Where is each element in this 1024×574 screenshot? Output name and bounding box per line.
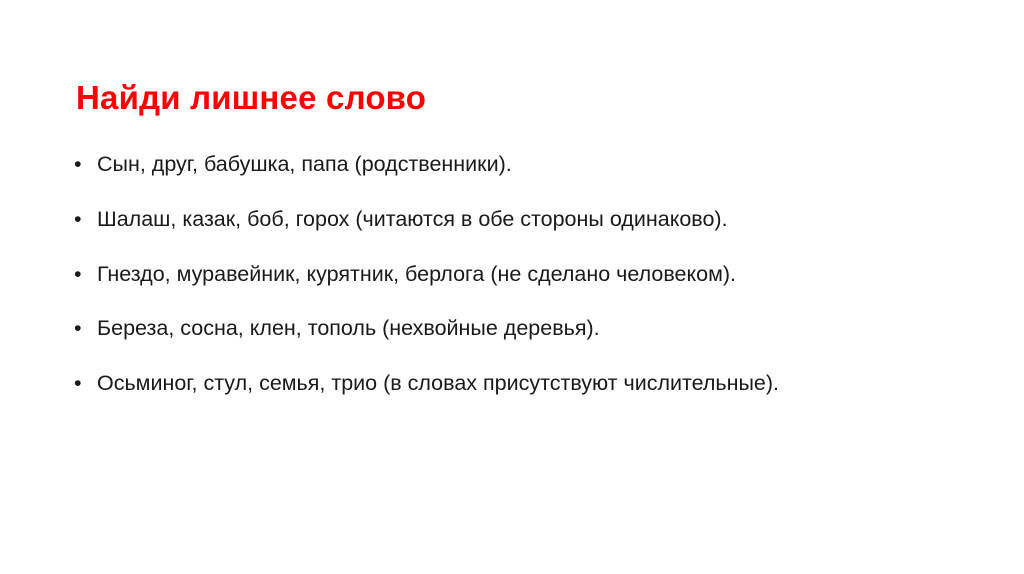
list-item xyxy=(70,314,970,343)
bullet-marker-icon: • xyxy=(74,261,82,286)
list-item-text: Сын, друг, бабушка, папа (родственники). xyxy=(97,152,512,176)
bullet-marker-icon: • xyxy=(74,152,82,176)
list-item xyxy=(70,369,970,398)
list-item xyxy=(70,260,970,289)
bullet-marker-icon: • xyxy=(74,316,82,341)
list-item xyxy=(70,150,970,179)
list-item-text: Гнездо, муравейник, курятник, берлога (не сделано человеком). xyxy=(97,261,737,286)
bullet-marker-icon: • xyxy=(74,206,82,231)
list-item-text: Шалаш, казак, боб, горох (читаются в обе стороны одинаково). xyxy=(97,206,728,231)
list-item xyxy=(70,205,970,234)
list-item-text: Береза, сосна, клен, тополь (нехвойные деревья). xyxy=(97,316,600,341)
bullet-marker-icon: • xyxy=(74,371,82,396)
page-title: Найди лишнее слово xyxy=(76,79,427,117)
list-item-text: Осьминог, стул, семья, трио (в словах присутствуют числительные). xyxy=(97,371,780,396)
bullet-list xyxy=(70,150,970,398)
